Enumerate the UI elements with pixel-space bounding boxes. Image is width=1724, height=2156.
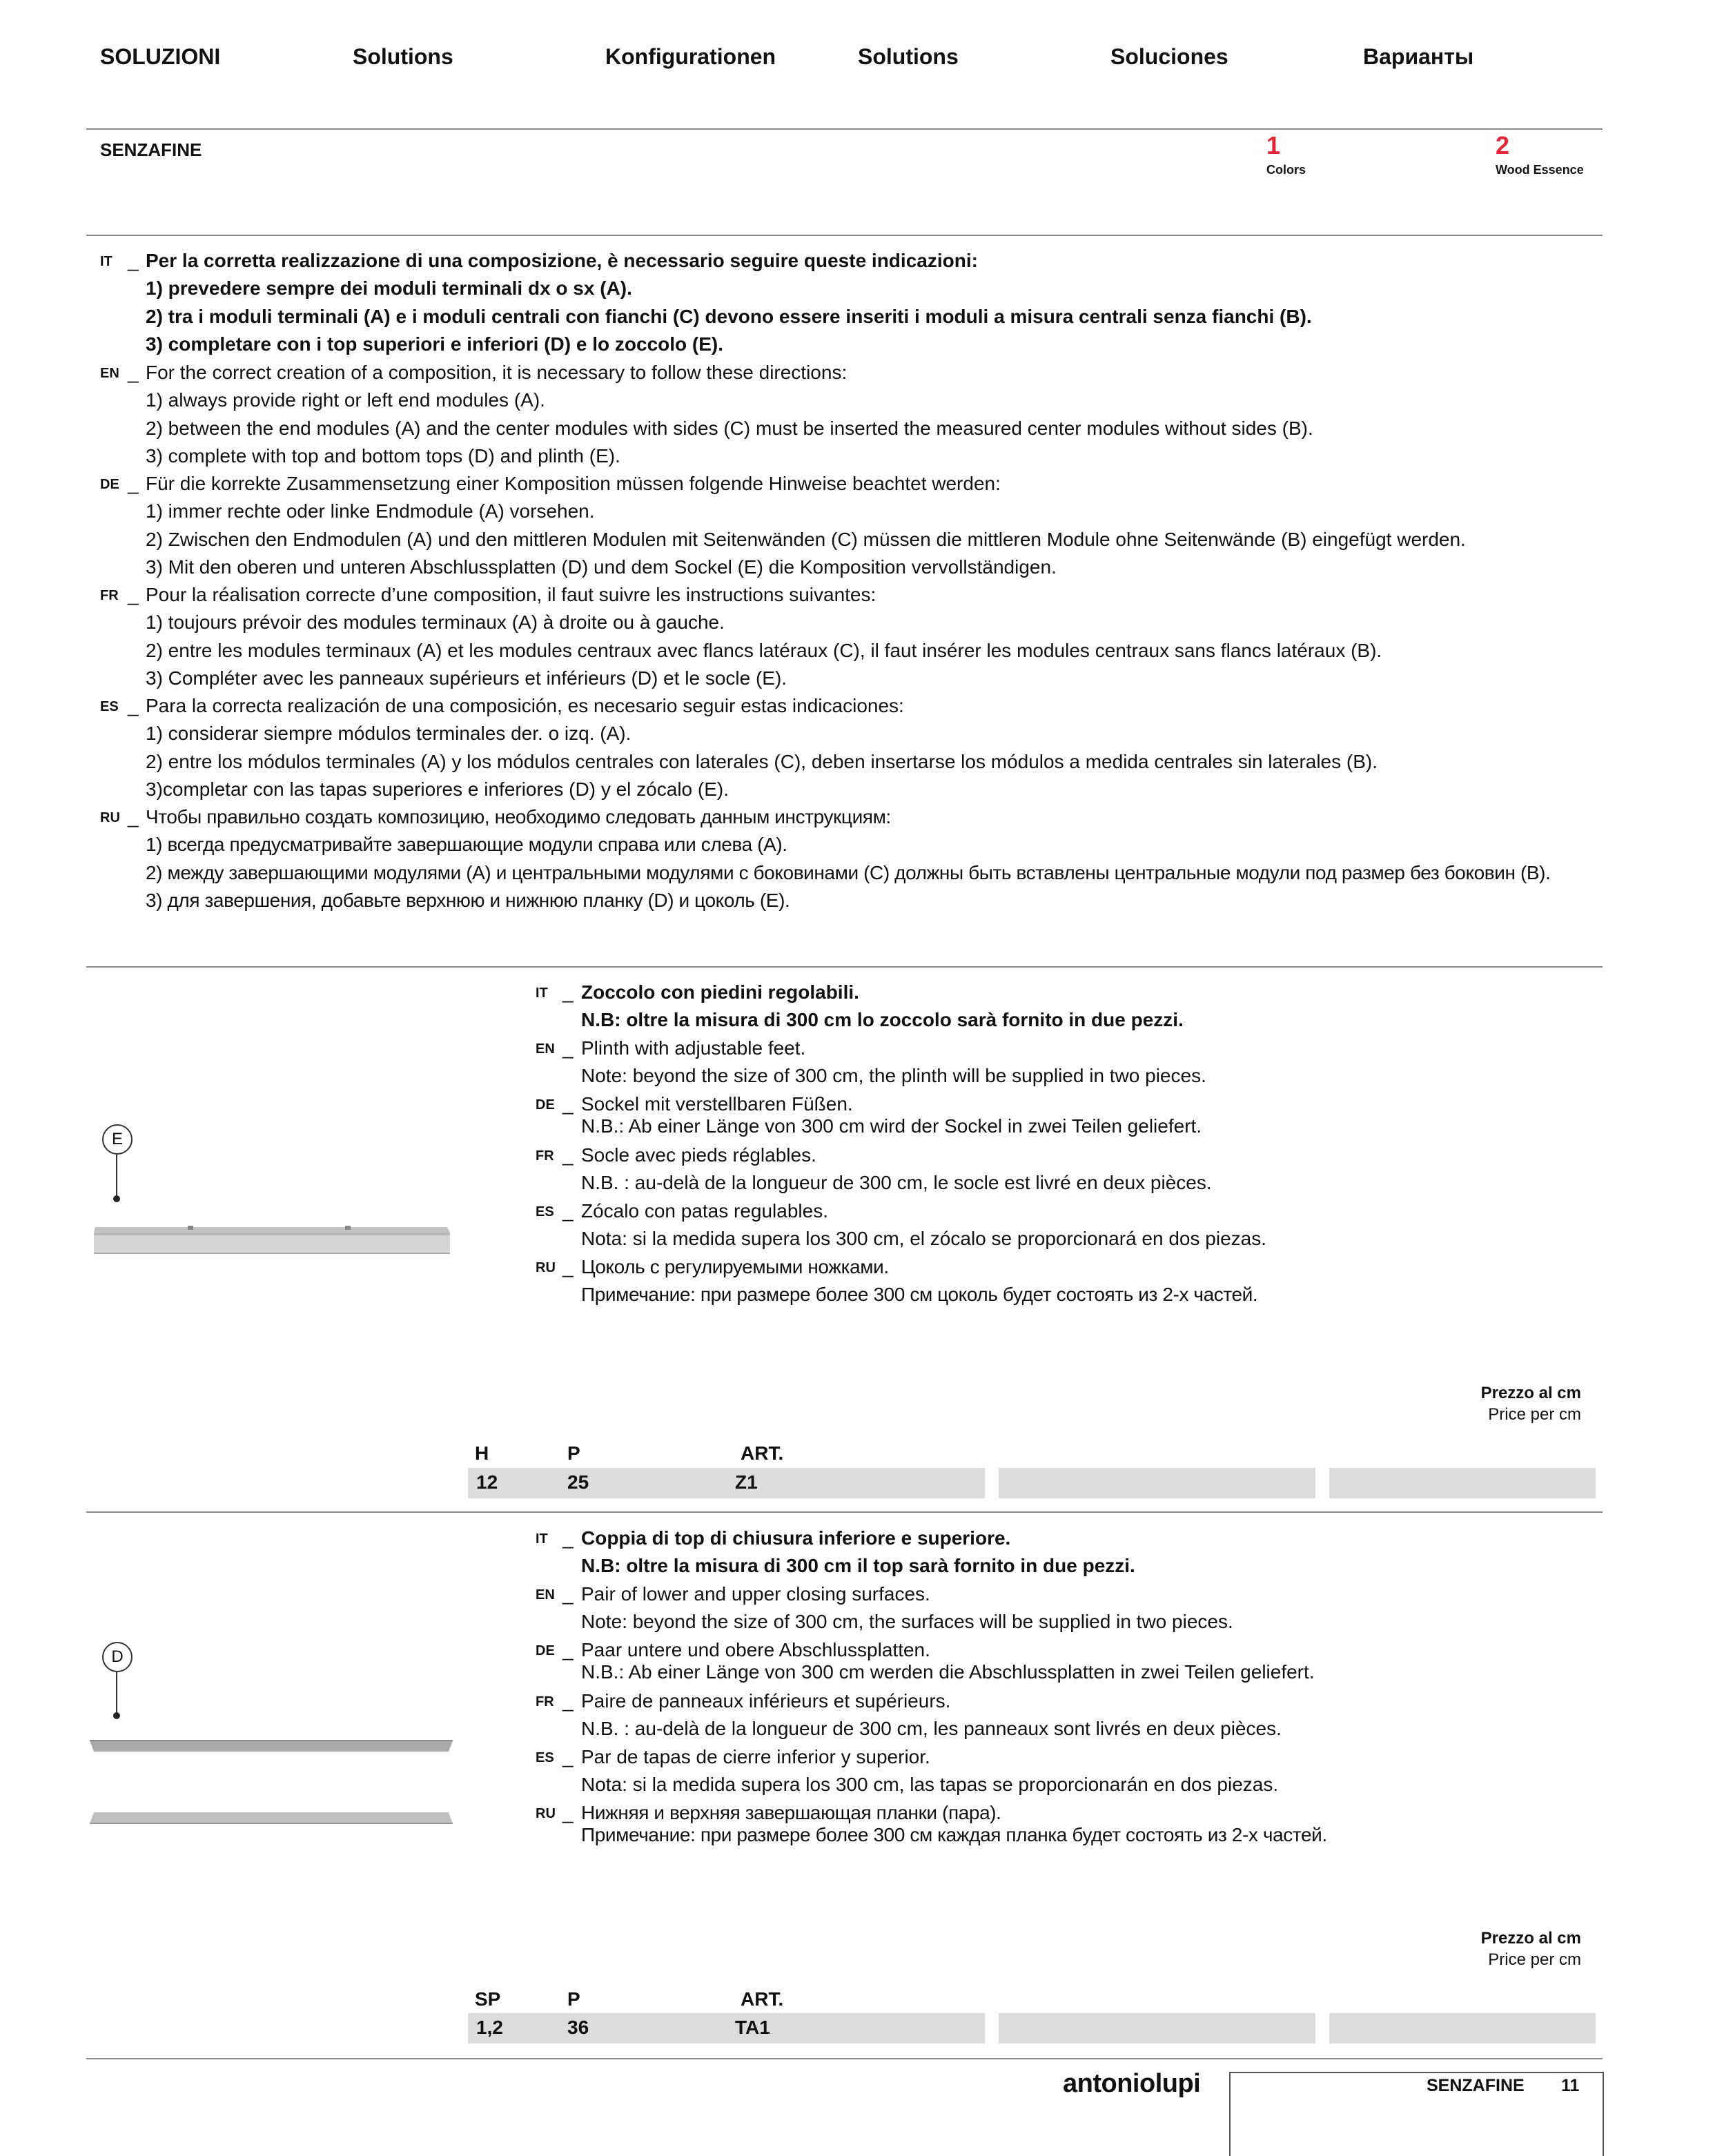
lang-code-fr: FR	[536, 1694, 554, 1709]
item-desc-line: N.B: oltre la misura di 300 cm lo zoccolo sarà fornito in due pezzi.	[581, 1009, 1184, 1030]
table-cell: Z1	[735, 1471, 758, 1493]
instruction-line: 3)completar con las tapas superiores e inferiores (D) y el zócalo (E).	[146, 778, 729, 800]
header-title-de: Konfigurationen	[605, 44, 776, 69]
marker-e: E	[102, 1124, 133, 1155]
table-row	[468, 1468, 985, 1498]
item-desc-line: Nota: si la medida supera los 300 cm, el zócalo se proporcionará en dos piezas.	[581, 1228, 1266, 1249]
lang-code-es: ES	[536, 1204, 554, 1219]
lang-code-ru: RU	[100, 810, 120, 825]
instruction-line: 3) complete with top and bottom tops (D) and plinth (E).	[146, 445, 620, 467]
instruction-line: 1) always provide right or left end modules (A).	[146, 389, 545, 411]
table-row	[468, 2013, 985, 2044]
instruction-line: 2) Zwischen den Endmodulen (A) und den mittleren Modulen mit Seitenwänden (C) müssen die mittleren Module ohne Seitenwände (B) eingefügt werden.	[146, 529, 1466, 550]
lang-code-de: DE	[100, 477, 119, 492]
brand-logo: antoniolupi	[1063, 2069, 1201, 2098]
item-desc-line: N.B. : au-delà de la longueur de 300 cm, le socle est livré en deux pièces.	[581, 1172, 1212, 1193]
table-cell: TA1	[735, 2017, 770, 2038]
divider	[86, 2058, 1603, 2059]
colors-label: Colors	[1266, 163, 1306, 177]
price-label-it: Prezzo al cm	[1480, 1384, 1581, 1402]
instruction-line: 3) Compléter avec les panneaux supérieurs et inférieurs (D) et le socle (E).	[146, 667, 787, 689]
item-desc-line: Par de tapas de cierre inferior y superior.	[581, 1746, 930, 1767]
lang-code-fr: FR	[100, 588, 119, 603]
item-desc-line: Plinth with adjustable feet.	[581, 1037, 806, 1059]
table-cell: 1,2	[476, 2017, 503, 2038]
top-surfaces-image	[88, 1735, 454, 1832]
header-title-ru: Варианты	[1363, 44, 1474, 69]
item-desc-line: Paar untere und obere Abschlussplatten.	[581, 1639, 930, 1660]
instruction-line: 2) entre les modules terminaux (A) et les modules centraux avec flancs latéraux (C), il faut insérer les modules centraux sans flancs latéraux (B).	[146, 640, 1382, 661]
price-cell	[999, 1468, 1315, 1498]
item-desc-line: Pair of lower and upper closing surfaces.	[581, 1583, 930, 1605]
colors-count: 1	[1266, 131, 1281, 159]
divider	[86, 966, 1603, 968]
item-desc-line: N.B.: Ab einer Länge von 300 cm werden die Abschlussplatten in zwei Teilen geliefert.	[581, 1661, 1315, 1683]
item-desc-line: Paire de panneaux inférieurs et supérieurs.	[581, 1690, 951, 1712]
lang-code-es: ES	[100, 699, 119, 714]
header-title-fr: Solutions	[858, 44, 959, 69]
item-desc-line: Примечание: при размере более 300 см каждая планка будет состоять из 2-х частей.	[581, 1824, 1327, 1845]
instruction-line: 2) entre los módulos terminales (A) y los módulos centrales con laterales (C), deben insertarse los módulos a medida centrales sin laterales (B).	[146, 751, 1378, 772]
marker-d: D	[102, 1642, 133, 1672]
instruction-line: Für die korrekte Zusammensetzung einer Komposition müssen folgende Hinweise beachtet werden:	[146, 473, 1001, 494]
header-title-en: Solutions	[353, 44, 453, 69]
footer-title: SENZAFINE	[1427, 2076, 1525, 2095]
instruction-line: 1) considerar siempre módulos terminales der. o izq. (A).	[146, 723, 631, 744]
instruction-line: Pour la réalisation correcte d’une composition, il faut suivre les instructions suivantes:	[146, 584, 876, 605]
item-desc-line: Note: beyond the size of 300 cm, the plinth will be supplied in two pieces.	[581, 1065, 1206, 1086]
lang-code-en: EN	[536, 1587, 555, 1603]
instruction-line: 1) immer rechte oder linke Endmodule (A) vorsehen.	[146, 500, 595, 522]
item-desc-line: Sockel mit verstellbaren Füßen.	[581, 1093, 853, 1115]
price-label-it: Prezzo al cm	[1480, 1929, 1581, 1948]
item-desc-line: Примечание: при размере более 300 см цоколь будет состоять из 2-х частей.	[581, 1284, 1258, 1305]
header-title-it: SOLUZIONI	[100, 44, 221, 69]
wood-label: Wood Essence	[1496, 163, 1584, 177]
divider	[86, 1511, 1603, 1513]
table-header: SP	[475, 1988, 501, 2010]
instruction-line: Чтобы правильно создать композицию, необходимо следовать данным инструкциям:	[146, 806, 891, 827]
item-desc-line: N.B. : au-delà de la longueur de 300 cm, les panneaux sont livrés en deux pièces.	[581, 1718, 1282, 1739]
page-number: 11	[1561, 2076, 1580, 2095]
table-header: ART.	[741, 1442, 784, 1464]
price-label-en: Price per cm	[1488, 1405, 1581, 1424]
price-label-en: Price per cm	[1488, 1950, 1581, 1969]
item-desc-line: N.B.: Ab einer Länge von 300 cm wird der Sockel in zwei Teilen geliefert.	[581, 1115, 1202, 1137]
instruction-line: 1) всегда предусматривайте завершающие модули справа или слева (A).	[146, 834, 787, 855]
lang-code-it: IT	[536, 986, 548, 1001]
divider	[86, 128, 1603, 130]
item-desc-line: Zoccolo con piedini regolabili.	[581, 981, 859, 1003]
item-desc-line: Note: beyond the size of 300 cm, the surfaces will be supplied in two pieces.	[581, 1611, 1233, 1632]
lang-code-de: DE	[536, 1643, 555, 1658]
item-desc-line: Цоколь с регулируемыми ножками.	[581, 1256, 889, 1277]
instruction-line: Per la corretta realizzazione di una composizione, è necessario seguire queste indicazioni:	[146, 250, 978, 271]
item-desc-line: Socle avec pieds réglables.	[581, 1144, 816, 1166]
wood-count: 2	[1496, 131, 1510, 159]
instruction-line: 1) toujours prévoir des modules terminaux (A) à droite ou à gauche.	[146, 611, 725, 633]
lang-code-de: DE	[536, 1097, 555, 1113]
lang-code-it: IT	[536, 1531, 548, 1547]
price-cell	[1329, 2013, 1596, 2044]
table-header: H	[475, 1442, 489, 1464]
plinth-image	[91, 1219, 451, 1259]
price-cell	[1329, 1468, 1596, 1498]
instruction-line: 2) between the end modules (A) and the center modules with sides (C) must be inserted the measured center modules without sides (B).	[146, 418, 1313, 439]
item-desc-line: Нижняя и верхняя завершающая планки (пара).	[581, 1802, 1001, 1823]
table-cell: 36	[567, 2017, 589, 2038]
header-title-es: Soluciones	[1110, 44, 1228, 69]
instruction-line: 3) Mit den oberen und unteren Abschlussplatten (D) und dem Sockel (E) die Komposition vervollständigen.	[146, 556, 1057, 578]
lang-code-ru: RU	[536, 1260, 556, 1275]
table-cell: 25	[567, 1471, 589, 1493]
lang-code-en: EN	[100, 366, 119, 381]
item-desc-line: N.B: oltre la misura di 300 cm il top sarà fornito in due pezzi.	[581, 1555, 1135, 1576]
divider	[86, 235, 1603, 236]
instruction-line: 3) completare con i top superiori e inferiori (D) e lo zoccolo (E).	[146, 333, 724, 355]
table-header: P	[567, 1988, 580, 2010]
instruction-line: For the correct creation of a composition, it is necessary to follow these directions:	[146, 362, 848, 383]
product-name: SENZAFINE	[100, 139, 202, 160]
item-desc-line: Zócalo con patas regulables.	[581, 1200, 828, 1222]
instruction-line: 1) prevedere sempre dei moduli terminali dx o sx (A).	[146, 277, 632, 299]
instruction-line: Para la correcta realización de una composición, es necesario seguir estas indicaciones:	[146, 695, 904, 716]
lang-code-fr: FR	[536, 1148, 554, 1164]
instruction-line: 3) для завершения, добавьте верхнюю и нижнюю планку (D) и цоколь (E).	[146, 890, 790, 911]
table-header: P	[567, 1442, 580, 1464]
item-desc-line: Nota: si la medida supera los 300 cm, las tapas se proporcionarán en dos piezas.	[581, 1774, 1279, 1795]
instruction-line: 2) между завершающими модулями (A) и центральными модулями с боковинами (C) должны быть вставлены центральные модули под размер без боковин (B).	[146, 862, 1551, 883]
lang-code-es: ES	[536, 1750, 554, 1765]
item-desc-line: Coppia di top di chiusura inferiore e superiore.	[581, 1527, 1011, 1549]
price-cell	[999, 2013, 1315, 2044]
instruction-line: 2) tra i moduli terminali (A) e i moduli centrali con fianchi (C) devono essere inseriti i moduli a misura centrali senza fianchi (B).	[146, 306, 1312, 327]
footer-box	[1229, 2072, 1604, 2156]
lang-code-ru: RU	[536, 1806, 556, 1821]
lang-code-it: IT	[100, 254, 112, 269]
table-header: ART.	[741, 1988, 784, 2010]
lang-code-en: EN	[536, 1041, 555, 1057]
table-cell: 12	[476, 1471, 498, 1493]
